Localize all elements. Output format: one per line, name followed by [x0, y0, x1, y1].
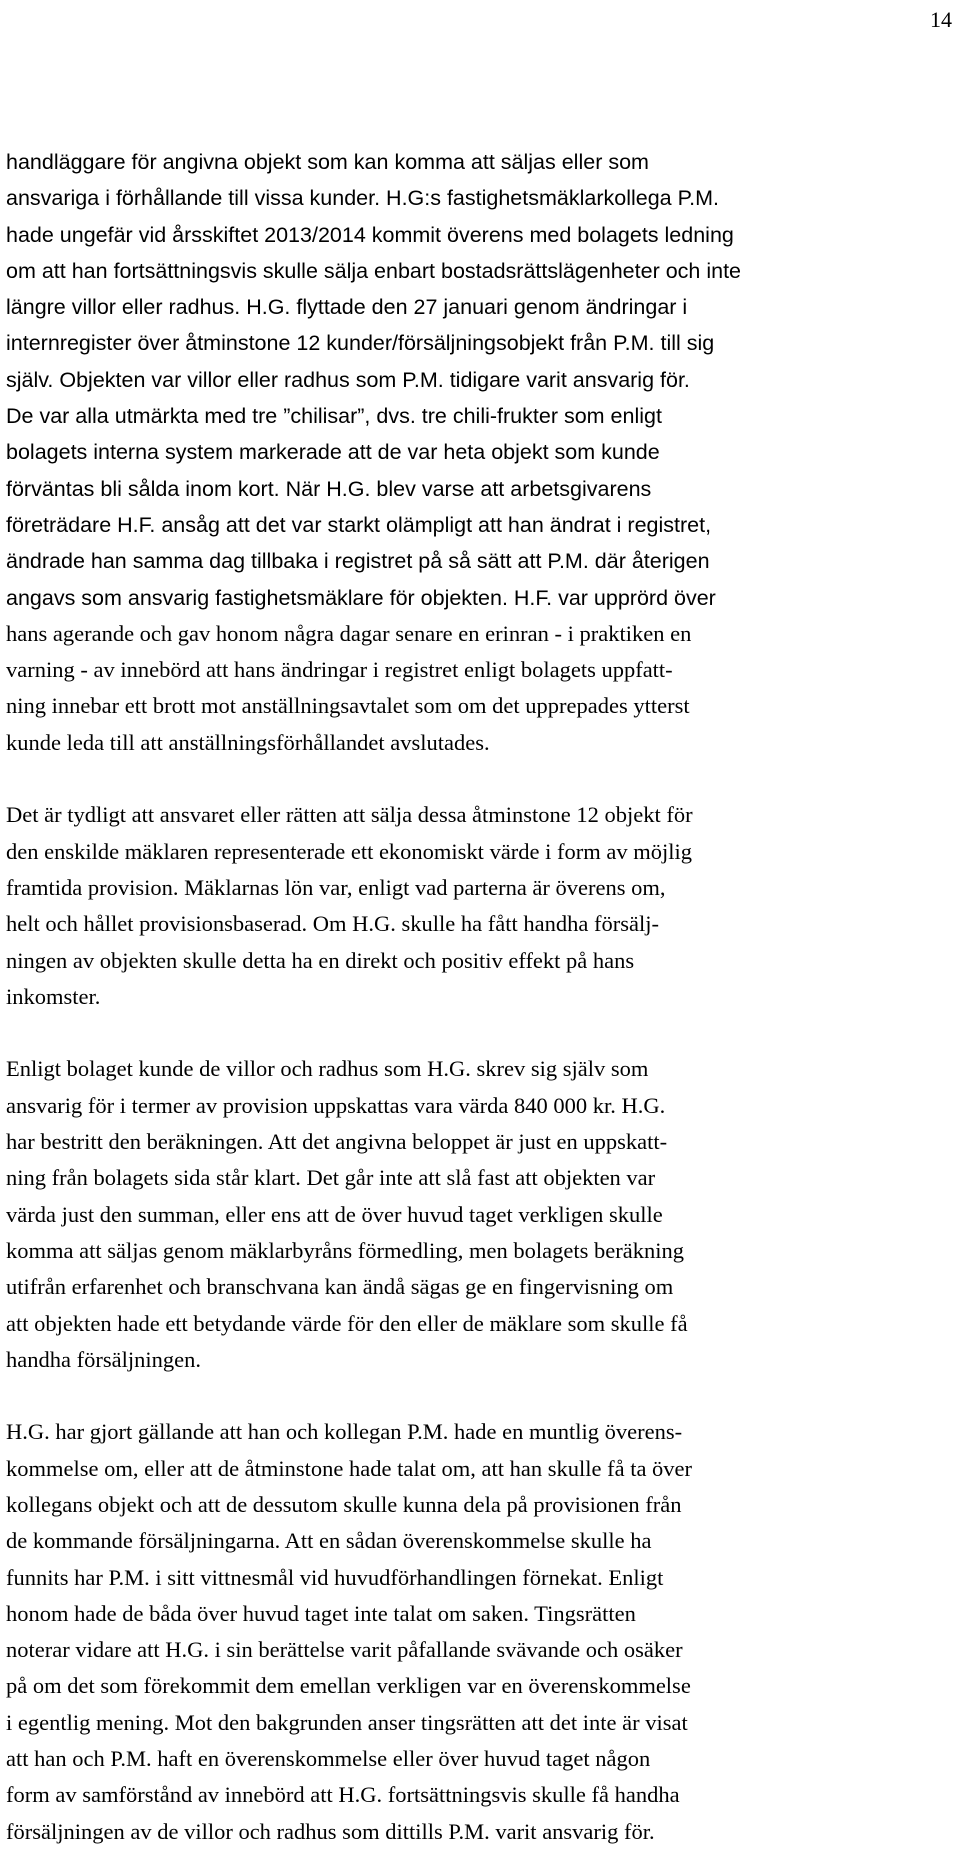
text-line: i egentlig mening. Mot den bakgrunden anser tingsrätten att det inte är visat [6, 1709, 688, 1735]
text-line: förväntas bli sålda inom kort. När H.G. blev varse att arbetsgivarens [6, 476, 652, 501]
text-line: form av samförstånd av innebörd att H.G. fortsättningsvis skulle få handha [6, 1782, 680, 1808]
text-line: hade ungefär vid årsskiftet 2013/2014 kommit överens med bolagets ledning [6, 222, 734, 247]
paragraph-gap [6, 1015, 956, 1051]
text-line: själv. Objekten var villor eller radhus som P.M. tidigare varit ansvarig för. [6, 367, 690, 392]
text-line: kommelse om, eller att de åtminstone hade talat om, att han skulle få ta över [6, 1455, 693, 1481]
text-line: om att han fortsättningsvis skulle sälja enbart bostadsrättslägenheter och inte [6, 258, 741, 283]
text-line: försäljningen av de villor och radhus som dittills P.M. varit ansvarig för. [6, 1818, 655, 1844]
text-line: kunde leda till att anställningsförhållandet avslutades. [6, 729, 490, 755]
text-line: bolagets interna system markerade att de var heta objekt som kunde [6, 440, 660, 465]
text-line: ansvariga i förhållande till vissa kunder. H.G:s fastighetsmäklarkollega P.M. [6, 186, 720, 211]
text-line: varning - av innebörd att hans ändringar i registret enligt bolagets uppfatt- [6, 657, 673, 683]
text-line: ändrade han samma dag tillbaka i registret på så sätt att P.M. där återigen [6, 549, 710, 574]
text-line: ningen av objekten skulle detta ha en direkt och positiv effekt på hans [6, 947, 635, 973]
text-line: De var alla utmärkta med tre ”chilisar”, dvs. tre chili-frukter som enligt [6, 404, 662, 429]
text-line: kollegans objekt och att de dessutom skulle kunna dela på provisionen från [6, 1491, 682, 1517]
paragraph-gap [6, 761, 956, 797]
text-line: honom hade de båda över huvud taget inte talat om saken. Tingsrätten [6, 1600, 636, 1626]
text-line: handläggare för angivna objekt som kan komma att säljas eller som [6, 150, 649, 174]
text-line: komma att säljas genom mäklarbyråns förmedling, men bolagets beräkning [6, 1237, 684, 1263]
paragraph-1 [6, 144, 956, 761]
text-line: ning innebar ett brott mot anställningsavtalet som om det upprepades ytterst [6, 693, 690, 719]
document-body [6, 144, 956, 1850]
paragraph-2 [6, 797, 956, 1015]
text-line: Det är tydligt att ansvaret eller rätten att sälja dessa åtminstone 12 objekt för [6, 802, 693, 828]
text-line: har bestritt den beräkningen. Att det angivna beloppet är just en uppskatt- [6, 1129, 668, 1155]
text-line: helt och hållet provisionsbaserad. Om H.G. skulle ha fått handha försälj- [6, 911, 659, 937]
paragraph-3 [6, 1051, 956, 1378]
text-line: att han och P.M. haft en överenskommelse eller över huvud taget någon [6, 1746, 651, 1772]
text-line: att objekten hade ett betydande värde för den eller de mäklare som skulle få [6, 1310, 688, 1336]
text-line: inkomster. [6, 983, 101, 1009]
text-line: Enligt bolaget kunde de villor och radhus som H.G. skrev sig själv som [6, 1056, 649, 1082]
text-line: angavs som ansvarig fastighetsmäklare för objekten. H.F. var upprörd över [6, 585, 716, 610]
text-line: den enskilde mäklaren representerade ett ekonomiskt värde i form av möjlig [6, 838, 693, 864]
paragraph-gap [6, 1378, 956, 1414]
text-line: utifrån erfarenhet och branschvana kan ändå sägas ge en fingervisning om [6, 1274, 674, 1300]
text-line: företrädare H.F. ansåg att det var starkt olämpligt att han ändrat i registret, [6, 512, 712, 537]
text-line: längre villor eller radhus. H.G. flyttade den 27 januari genom ändringar i [6, 295, 688, 320]
text-line: internregister över åtminstone 12 kunder/försäljningsobjekt från P.M. till sig [6, 331, 715, 356]
text-line: handha försäljningen. [6, 1346, 201, 1372]
paragraph-4 [6, 1414, 956, 1850]
text-line: noterar vidare att H.G. i sin berättelse varit påfallande svävande och osäker [6, 1637, 683, 1663]
text-line: ansvarig för i termer av provision uppskattas vara värda 840 000 kr. H.G. [6, 1092, 666, 1118]
text-line: framtida provision. Mäklarnas lön var, enligt vad parterna är överens om, [6, 874, 666, 900]
text-line: ning från bolagets sida står klart. Det går inte att slå fast att objekten var [6, 1165, 656, 1191]
text-line: på om det som förekommit dem emellan verkligen var en överenskommelse [6, 1673, 691, 1699]
text-line: värda just den summan, eller ens att de över huvud taget verkligen skulle [6, 1201, 663, 1227]
text-line: funnits har P.M. i sitt vittnesmål vid huvudförhandlingen förnekat. Enligt [6, 1564, 664, 1590]
text-line: hans agerande och gav honom några dagar senare en erinran - i praktiken en [6, 620, 692, 646]
text-line: H.G. har gjort gällande att han och kollegan P.M. hade en muntlig överens- [6, 1419, 683, 1445]
text-line: de kommande försäljningarna. Att en sådan överenskommelse skulle ha [6, 1528, 652, 1554]
page-number: 14 [930, 7, 952, 32]
